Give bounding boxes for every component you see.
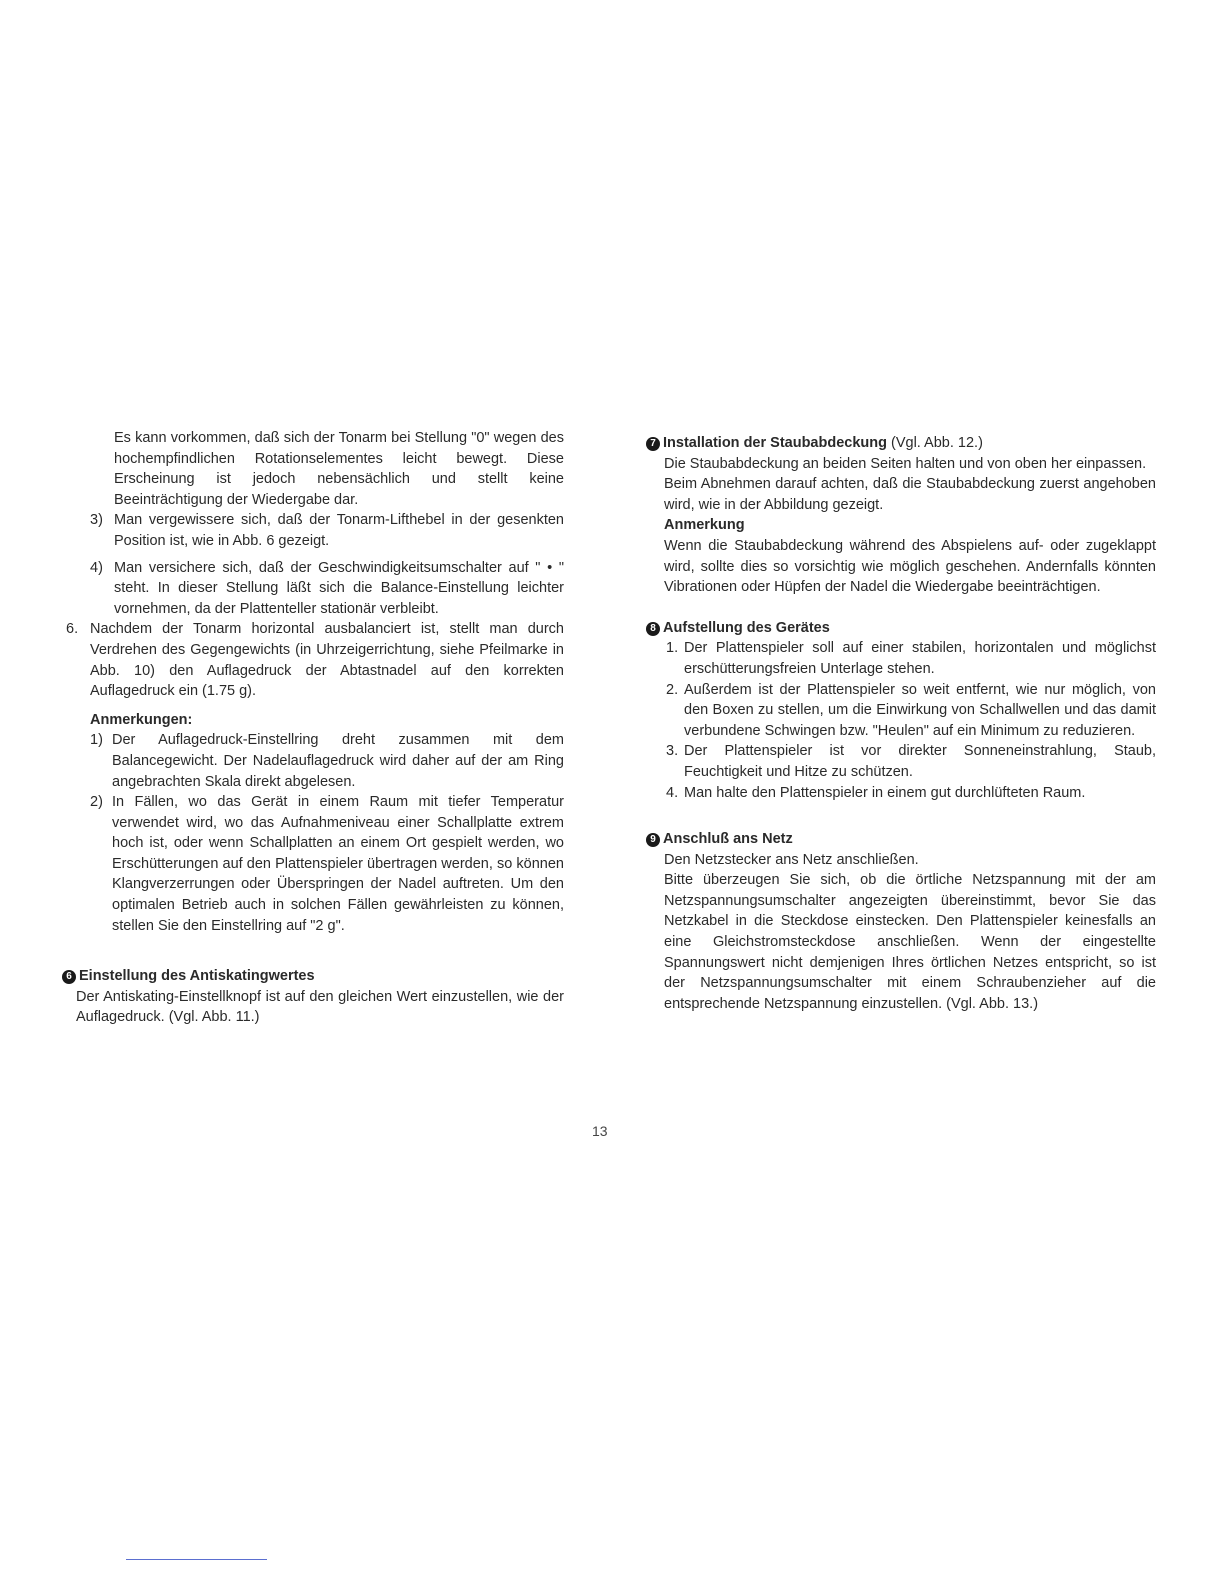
list-item: [664, 783, 1156, 804]
list-text: Nachdem der Tonarm horizontal ausbalanciert ist, stellt man durch Verdrehen des Gegengewichts (in Uhrzeigerrichtung, siehe Pfeilmarke in Abb. 10) den Auflagedruck der Abtastnadel auf den korrekten Auflagedruck ein (1.75 g).: [90, 621, 564, 700]
list-item-3: [62, 510, 564, 551]
list-number: 2): [90, 794, 103, 811]
section-heading-power: [646, 829, 1156, 850]
note-item-1: [90, 730, 564, 792]
list-text: Der Auflagedruck-Einstellring dreht zusammen mit dem Balancegewicht. Der Nadelauflagedruck wird daher auf der am Ring angebrachten Skala direkt abgelesen.: [112, 732, 564, 790]
right-column: [646, 433, 1156, 1014]
list-text: Man versichere sich, daß der Geschwindigkeitsumschalter auf " • " steht. In dieser Stellung läßt sich die Balance-Einstellung leichter vornehmen, da der Plattenteller stationär verbleibt.: [114, 559, 564, 617]
notes-list: [62, 730, 564, 936]
list-text: In Fällen, wo das Gerät in einem Raum mit tiefer Temperatur verwendet wird, wo das Aufnahmeniveau einer Schallplatte extrem hoch ist, oder wenn Schallplatten an einem Ort gespielt werden, wo Erschütterungen auf den Plattenspieler übertragen werden, so können Klangverzerrungen oder Überspringen der Nadel auftreten. Um den optimalen Betrieb auch in solchen Fällen gewährleisten zu können, stellen Sie den Einstellring auf "2 g".: [112, 794, 564, 934]
list-text: Der Plattenspieler ist vor direkter Sonneneinstrahlung, Staub, Feuchtigkeit und Hitze zu schützen.: [684, 743, 1156, 780]
list-number: 4): [90, 559, 103, 576]
list-number: 3.: [666, 743, 679, 760]
list-item: [664, 638, 1156, 679]
list-number: 2.: [666, 681, 679, 698]
dustcover-paragraph-2: Beim Abnehmen darauf achten, daß die Staubabdeckung zuerst angehoben wird, wie in der Abbildung gezeigt.: [664, 476, 1156, 513]
list-number: 3): [90, 512, 103, 529]
section-number-badge: 7: [646, 437, 660, 451]
section-title: Aufstellung des Gerätes: [663, 619, 830, 636]
section-number-badge: 9: [646, 833, 660, 847]
section-number-badge: 6: [62, 970, 76, 984]
notes-heading: Anmerkungen:: [90, 711, 193, 728]
dustcover-note-body: Wenn die Staubabdeckung während des Abspielens auf- oder zugeklappt wird, sollte dies so vorsichtig wie möglich geschehen. Andernfalls könnten Vibrationen oder Hüpfen der Nadel die Wiedergabe beeinträchtigen.: [664, 537, 1156, 596]
list-number: 1.: [666, 640, 679, 657]
list-number: 6.: [66, 621, 79, 638]
list-item-4: [62, 558, 564, 620]
list-number: 1): [90, 732, 103, 749]
page-number: 13: [592, 1123, 608, 1139]
antiskating-body: Der Antiskating-Einstellknopf ist auf den gleichen Wert einzustellen, wie der Auflagedruck. (Vgl. Abb. 11.): [76, 988, 564, 1026]
section-title: Installation der Staubabdeckung: [663, 435, 887, 451]
footer-rule: [126, 1559, 267, 1560]
list-text: Außerdem ist der Plattenspieler so weit entfernt, wie nur möglich, von den Boxen zu stellen, um die Einwirkung von Schallwellen und das damit verbundene Schwingen bzw. "Heulen" auf ein Minimum zu reduzieren.: [684, 681, 1156, 739]
list-text: Der Plattenspieler soll auf einer stabilen, horizontalen und möglichst erschütterungsfreien Unterlage stehen.: [684, 640, 1156, 677]
note-item-2: [90, 792, 564, 936]
setup-list: [646, 638, 1156, 803]
section-heading-setup: [646, 618, 1156, 639]
figure-reference: (Vgl. Abb. 12.): [891, 435, 983, 451]
section-title: Anschluß ans Netz: [663, 831, 793, 848]
left-column: [62, 428, 564, 1028]
list-text: Man vergewissere sich, daß der Tonarm-Lifthebel in der gesenkten Position ist, wie in Abb. 6 gezeigt.: [114, 512, 564, 549]
list-number: 4.: [666, 784, 679, 801]
power-paragraph-1: Den Netzstecker ans Netz anschließen.: [664, 851, 919, 868]
section-number-badge: 8: [646, 622, 660, 636]
dustcover-note-heading: Anmerkung: [664, 517, 745, 534]
list-item: [664, 680, 1156, 742]
list-item-6: [62, 619, 564, 701]
section-heading-dustcover: [646, 433, 1156, 454]
power-paragraph-2: Bitte überzeugen Sie sich, ob die örtliche Netzspannung mit der am Netzspannungsumschalter angezeigten übereinstimmt, bevor Sie das Netzkabel in die Steckdose einstecken. Den Plattenspieler keinesfalls an eine Gleichstromsteckdose anschließen. Wenn der eingestellte Spannungswert nicht demjenigen Ihres örtlichen Netzes entspricht, so ist der Netzspannungsumschalter mit einem Schraubenzieher auf die entsprechende Netzspannung einzustellen. (Vgl. Abb. 13.): [664, 872, 1156, 1012]
tonearm-intro-paragraph: Es kann vorkommen, daß sich der Tonarm bei Stellung "0" wegen des hochempfindlichen Rotationselementes leicht bewegt. Diese Erscheinung ist jedoch nebensächlich und stellt keine Beeinträchtigung der Wiedergabe dar.: [114, 430, 564, 508]
list-item: [664, 741, 1156, 782]
section-heading-antiskating: [62, 966, 564, 987]
dustcover-paragraph-1: Die Staubabdeckung an beiden Seiten halten und von oben her einpassen.: [664, 455, 1147, 472]
section-title: Einstellung des Antiskatingwertes: [79, 968, 315, 985]
list-text: Man halte den Plattenspieler in einem gut durchlüfteten Raum.: [684, 784, 1086, 801]
